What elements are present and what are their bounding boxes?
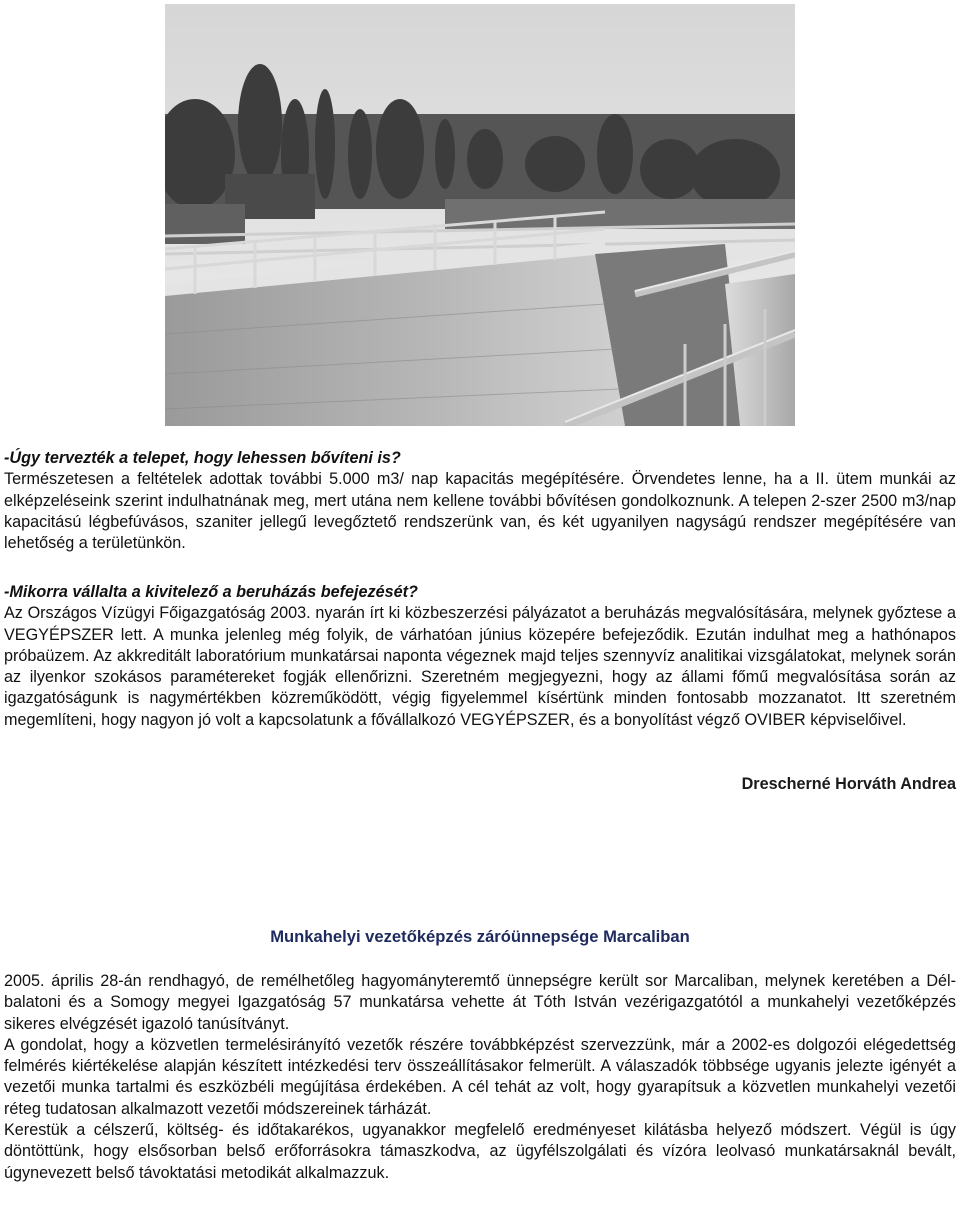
answer-paragraph: Természetesen a feltételek adottak további 5.000 m3/ nap kapacitás megépítésére. Örvendetes lenne, ha a II. ütem munkái az elképzeléseink szerint indulhatnának meg, mert utána nem kellene további bővítésen gondolkoznunk. A telepen 2-szer 2500 m3/nap kapacitású légbefúvásos, szaniter jellegű levegőztető rendszerünk van, és két ugyanilyen nagyságú rendszer megépítésére van lehetőség a területünkön. <box>4 470 956 553</box>
article-title: Munkahelyi vezetőképzés záróünnepsége Marcaliban <box>270 927 690 946</box>
article-paragraph: A gondolat, hogy a közvetlen termelésirányító vezetők részére továbbképzést szervezzünk, már a 2002-es dolgozói elégedettség felmérés kiértékelése alapján készített intézkedési terv összeállításakor felmerült. A válaszadók többsége ugyanis jelezte igényét a vezetői munka tartalmi és eszközbéli megújítása érdekében. A cél tehát az volt, hogy gyarapítsuk a közvetlen munkahelyi vezetői réteg tudatosan alkalmazott vezetői módszereinek tárházát. <box>4 1035 956 1118</box>
article-body <box>4 971 956 1184</box>
interview-section <box>4 448 956 554</box>
answer-paragraph: Az Országos Vízügyi Főigazgatóság 2003. nyarán írt ki közbeszerzési pályázatot a beruházás megvalósítására, melynek győztese a VEGYÉPSZER lett. A munka jelenleg még folyik, de várhatóan június közepére befejeződik. Ezután indulhat meg a hathónapos próbaüzem. Az akkreditált laboratórium munkatársai naponta végeznek majd teljes szennyvíz analitikai vizsgálatokat, melynek során az ilyenkor szokásos paramétereket fogják ellenőrizni. Szeretném megjegyezni, hogy az állami főmű megvalósítása során az igazgatóságunk is nagymértékben közreműködött, végig figyelemmel kísértünk minden fontosabb mozzanatot. Itt szeretném megemlíteni, hogy nagyon jó volt a kapcsolatunk a fővállalkozó VEGYÉPSZER, és a bonyolítást végző OVIBER képviselőivel. <box>4 604 956 729</box>
article-paragraph: 2005. április 28-án rendhagyó, de remélhetőleg hagyományteremtő ünnepségre került sor Marcaliban, melynek keretében a Dél-balatoni és a Somogy megyei Igazgatóság 57 munkatársa vehette át Tóth István vezérigazgatótól a munkahelyi vezetőképzés sikeres elvégzését igazoló tanúsítványt. <box>4 972 956 1033</box>
article-paragraph: Kerestük a célszerű, költség- és időtakarékos, ugyanakkor megfelelő eredményeset kilátásba helyező módszert. Végül is úgy döntöttünk, hogy elsősorban belső erőforrásokra támaszkodva, az ügyfélszolgálati és vízóra leolvasó munkatársaknál bevált, úgynevezett belső távoktatási metodikát alkalmazzuk. <box>4 1121 956 1182</box>
question-heading: -Úgy tervezték a telepet, hogy lehessen bővíteni is? <box>4 449 401 467</box>
question-heading: -Mikorra vállalta a kivitelező a beruházás befejezését? <box>4 583 418 601</box>
author-signature: Drescherné Horváth Andrea <box>741 775 956 793</box>
wastewater-treatment-basin-photo <box>165 4 795 426</box>
interview-section-2 <box>4 582 956 731</box>
